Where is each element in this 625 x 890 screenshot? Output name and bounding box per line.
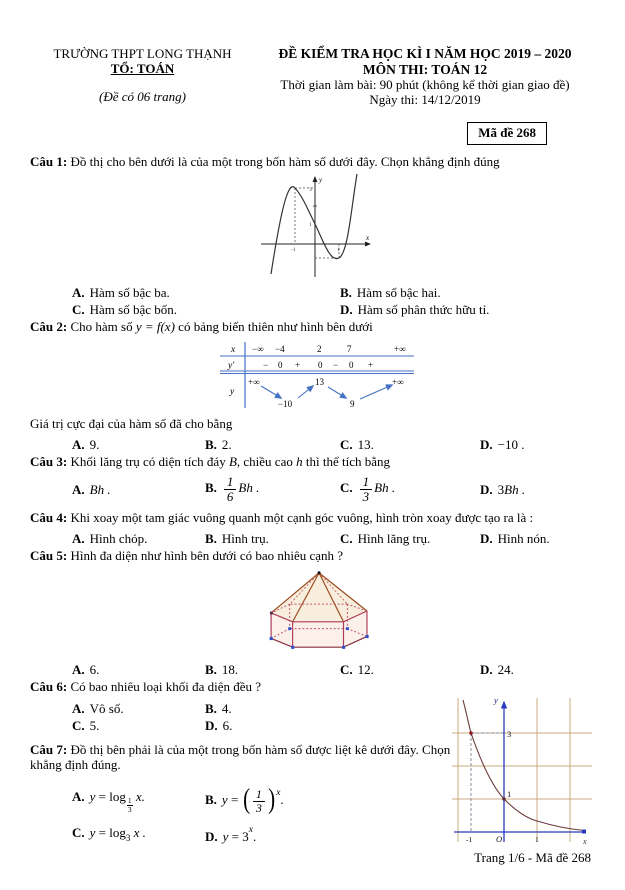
- question-4-text: Khi xoay một tam giác vuông quanh một cạnh góc vuông, hình tròn xoay được tạo ra là :: [70, 509, 534, 525]
- option-c: [72, 825, 205, 844]
- option-text: 2.: [221, 437, 232, 453]
- option-d: [340, 302, 595, 317]
- graph1-tick-y1: 1: [308, 221, 312, 228]
- option-c: [340, 437, 480, 452]
- option-c: [340, 475, 480, 503]
- question-7-text: Đồ thị bên phải là của một trong bốn hàm số được liệt kê dưới đây. Chọn khẳng định đúng.: [30, 742, 451, 773]
- question-1-text: Đồ thị cho bên dưới là của một trong bốn hàm số dưới đây. Chọn khẳng định đúng: [70, 153, 500, 169]
- question-2-text-post: có bảng biến thiên như hình bên dưới: [178, 318, 373, 334]
- question-6-label: Câu 6:: [30, 678, 68, 694]
- option-math: Bh .: [374, 480, 396, 496]
- question-3-options: [30, 475, 595, 503]
- question-3: [30, 454, 595, 469]
- option-text: Hình nón.: [497, 530, 550, 546]
- option-letter: B.: [205, 480, 217, 496]
- graph7-x-label: x: [583, 837, 587, 846]
- bbt-x4: +∞: [393, 343, 405, 354]
- question-2: [30, 319, 595, 334]
- option-text: 6.: [222, 718, 233, 734]
- question-2-text-pre: Cho hàm số: [70, 318, 136, 334]
- option-math: x.: [132, 788, 145, 804]
- exam-duration: Thời gian làm bài: 90 phút (không kể thời gian giao đề): [280, 77, 570, 93]
- bbt-row-x: x: [230, 344, 235, 355]
- question-2-figure: [38, 341, 595, 412]
- fraction-numerator: 1: [360, 475, 373, 490]
- option-text: Hàm số phân thức hữu tỉ.: [357, 301, 490, 317]
- option-a: [72, 437, 205, 452]
- option-letter: A.: [72, 788, 85, 804]
- option-text: Hàm số bậc bốn.: [89, 301, 178, 317]
- option-letter: B.: [205, 792, 217, 808]
- option-text: 6.: [89, 661, 100, 677]
- exam-code-badge: Mã đề 268: [467, 122, 547, 144]
- bbt-y-max: 13: [314, 376, 324, 387]
- header-left-block: [30, 46, 255, 107]
- question-2-math: y = f(x): [135, 318, 175, 334]
- bbt-row-y: y: [229, 386, 234, 397]
- graph1-y-label: y: [318, 175, 322, 184]
- option-letter: D.: [480, 481, 493, 497]
- option-letter: B.: [205, 530, 217, 546]
- option-d: [480, 437, 595, 452]
- bbt-sign: +: [294, 359, 300, 370]
- graph7-tick-y1: 1: [507, 789, 512, 799]
- option-math: 3: [497, 481, 505, 497]
- pages-note: (Đề có 06 trang): [98, 89, 186, 105]
- exam-subject: MÔN THI: TOÁN 12: [362, 61, 488, 77]
- bbt-sign: −: [332, 359, 338, 370]
- bbt-x1: −4: [274, 343, 285, 354]
- fraction: [253, 788, 265, 814]
- option-d: [480, 482, 595, 497]
- question-3-label: Câu 3:: [30, 454, 68, 470]
- bbt-sign: −: [262, 359, 268, 370]
- bbt-row-yprime: y': [227, 360, 234, 371]
- option-text: Hình trụ.: [221, 530, 269, 546]
- fraction-numerator: 1: [224, 475, 237, 490]
- option-b: [205, 531, 340, 546]
- question-5-label: Câu 5:: [30, 547, 68, 563]
- question-3-text: Khối lăng trụ có diện tích đáy: [70, 454, 229, 470]
- option-text: 12.: [357, 661, 374, 677]
- question-4-options: [30, 531, 595, 546]
- fraction: [360, 475, 373, 503]
- question-5-options: [30, 662, 595, 677]
- graph7-tick-xm1: -1: [466, 835, 473, 844]
- option-letter: A.: [72, 284, 85, 300]
- option-letter: B.: [340, 284, 352, 300]
- option-math: = log: [95, 788, 126, 804]
- question-5-text: Hình đa diện như hình bên dưới có bao nhiêu cạnh ?: [70, 547, 344, 563]
- option-letter: A.: [72, 530, 85, 546]
- option-text: 5.: [89, 718, 100, 734]
- header-right-block: [255, 46, 595, 107]
- option-letter: D.: [205, 718, 218, 734]
- option-text: −10 .: [497, 437, 525, 453]
- bbt-x3: 7: [346, 343, 351, 354]
- option-letter: D.: [340, 301, 353, 317]
- option-math: y: [89, 824, 96, 840]
- option-c: [340, 531, 480, 546]
- question-2-options: [30, 437, 595, 452]
- option-text: 9.: [89, 437, 100, 453]
- exam-header: [30, 46, 595, 107]
- option-b: [340, 285, 595, 300]
- option-d: [480, 531, 595, 546]
- option-a: [72, 285, 340, 300]
- option-a: [72, 482, 205, 497]
- exam-date: Ngày thi: 14/12/2019: [369, 92, 481, 108]
- option-letter: C.: [340, 661, 353, 677]
- exponent: x: [276, 788, 281, 799]
- option-math: y: [222, 828, 229, 844]
- option-text: 18.: [221, 661, 239, 677]
- question-1-label: Câu 1:: [30, 153, 68, 169]
- question-2-label: Câu 2:: [30, 318, 68, 334]
- exam-title: ĐỀ KIỂM TRA HỌC KÌ I NĂM HỌC 2019 – 2020: [278, 46, 572, 61]
- cubic-graph: [257, 172, 379, 280]
- question-1-figure: [40, 172, 595, 283]
- log-base: 3: [125, 832, 131, 843]
- option-b: [205, 437, 340, 452]
- bbt-y-min1: −10: [277, 398, 292, 409]
- bbt-sign: 0: [348, 359, 353, 370]
- option-math: Bh .: [238, 480, 260, 496]
- fraction-numerator: 1: [253, 788, 265, 802]
- option-math: Bh .: [89, 481, 111, 497]
- bbt-sign: 0: [277, 359, 282, 370]
- option-c: [340, 662, 480, 677]
- graph1-tick-x1: 1: [336, 246, 340, 253]
- fraction-denominator: 3: [127, 804, 132, 814]
- option-d: [480, 662, 595, 677]
- option-letter: C.: [72, 718, 85, 734]
- option-text: 24.: [497, 661, 514, 677]
- question-5-figure: [46, 567, 595, 660]
- option-text: Hàm số bậc hai.: [356, 284, 441, 300]
- graph1-x-label: x: [365, 233, 369, 242]
- polyhedron-tent: [257, 567, 385, 657]
- exponent: x: [248, 824, 253, 835]
- bbt-sign: +: [367, 359, 373, 370]
- fraction-numerator: 1: [127, 795, 132, 805]
- question-4: [30, 510, 595, 525]
- option-letter: D.: [480, 437, 493, 453]
- question-3-text: thì thể tích bằng: [302, 454, 390, 470]
- department-name: TỔ: TOÁN: [110, 61, 175, 77]
- graph7-tick-x1: 1: [535, 835, 539, 844]
- option-letter: C.: [340, 480, 353, 496]
- option-letter: A.: [72, 437, 85, 453]
- page-footer: Trang 1/6 - Mã đề 268: [474, 850, 591, 865]
- option-text: Hình lăng trụ.: [357, 530, 431, 546]
- bbt-x0: −∞: [251, 343, 263, 354]
- question-3-var-h: h: [296, 454, 303, 470]
- graph1-tick-y3: 3: [308, 186, 312, 193]
- question-5: [30, 548, 595, 563]
- option-letter: A.: [72, 481, 85, 497]
- fraction-denominator: 3: [362, 488, 370, 504]
- school-name: TRƯỜNG THPT LONG THẠNH: [53, 46, 232, 61]
- option-letter: B.: [205, 661, 217, 677]
- option-letter: C.: [340, 530, 353, 546]
- question-1-options-row-1: [30, 285, 595, 300]
- option-text: 4.: [221, 701, 232, 716]
- option-math: =: [227, 792, 242, 808]
- question-1-options-row-2: [30, 302, 595, 317]
- option-letter: C.: [72, 824, 85, 840]
- option-math: = 3: [228, 828, 249, 844]
- graph1-tick-xm1: -1: [290, 246, 296, 253]
- option-b: [205, 475, 340, 503]
- bbt-y-left: +∞: [247, 376, 259, 387]
- bbt-sign: 0: [317, 359, 322, 370]
- option-text: Hình chóp.: [89, 530, 148, 546]
- option-math: x .: [130, 824, 146, 840]
- option-text: 13.: [357, 437, 374, 453]
- option-a: [72, 531, 205, 546]
- option-a: [72, 789, 205, 814]
- option-letter: D.: [205, 828, 218, 844]
- option-math: y: [89, 788, 96, 804]
- fraction-denominator: 6: [226, 488, 234, 504]
- question-1: [30, 154, 595, 169]
- question-4-label: Câu 4:: [30, 509, 68, 525]
- option-a: [72, 701, 205, 716]
- option-math: .: [252, 828, 257, 844]
- option-letter: D.: [480, 530, 493, 546]
- graph7-tick-y3: 3: [507, 729, 512, 739]
- fraction: [224, 475, 237, 503]
- option-letter: B.: [205, 701, 217, 716]
- option-b: [205, 662, 340, 677]
- fraction-denominator: 3: [255, 800, 262, 815]
- graph7-y-label: y: [494, 695, 498, 705]
- option-math: = log: [95, 824, 126, 840]
- option-letter: C.: [340, 437, 353, 453]
- option-letter: A.: [72, 701, 85, 716]
- bbt-y-right: +∞: [391, 376, 403, 387]
- question-3-text: , chiều cao: [236, 454, 297, 470]
- variation-table: [218, 341, 416, 409]
- option-letter: C.: [72, 301, 85, 317]
- option-math: y: [221, 792, 228, 808]
- question-7-label: Câu 7:: [30, 742, 68, 758]
- question-3-var-B: B: [228, 454, 237, 470]
- option-math: .: [280, 792, 284, 808]
- question-6-text: Có bao nhiêu loại khối đa diện đều ?: [70, 678, 262, 694]
- option-c: [72, 718, 205, 733]
- option-a: [72, 662, 205, 677]
- exam-code-row: [30, 122, 595, 144]
- option-text: Hàm số bậc ba.: [89, 284, 170, 300]
- bbt-x2: 2: [316, 343, 321, 354]
- option-letter: A.: [72, 661, 85, 677]
- option-b: B. y = ( $\frac{1}{3}$ )$^x$.: [205, 784, 284, 816]
- bbt-y-min2: 9: [349, 398, 354, 409]
- option-letter: D.: [480, 661, 493, 677]
- option-letter: B.: [205, 437, 217, 453]
- option-math: Bh .: [504, 481, 526, 497]
- option-text: Vô số.: [89, 701, 124, 716]
- question-2-subtext: Giá trị cực đại của hàm số đã cho bằng: [30, 416, 233, 432]
- question-7-figure: [452, 690, 592, 853]
- question-7: [30, 742, 470, 772]
- graph7-origin: O: [496, 834, 503, 844]
- option-c: [72, 302, 340, 317]
- exponential-graph: [452, 690, 592, 850]
